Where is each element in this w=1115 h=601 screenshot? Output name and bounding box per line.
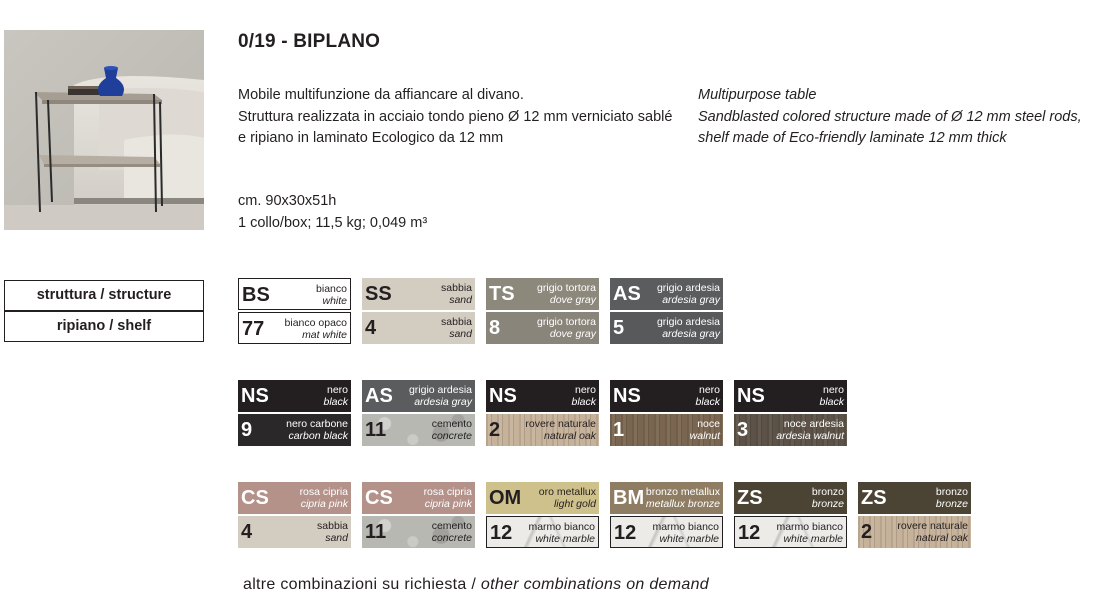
- swatch-code: 11: [365, 419, 387, 441]
- swatch-name: [657, 316, 720, 340]
- finish-swatch: [734, 380, 847, 446]
- swatch-name-en: natural oak: [544, 430, 596, 442]
- swatch-name: [812, 486, 844, 510]
- swatch-name: [525, 418, 596, 442]
- swatch-shelf: [486, 312, 599, 344]
- swatch-name: [537, 316, 596, 340]
- swatch-name: [936, 486, 968, 510]
- swatch-name-en: natural oak: [916, 532, 968, 544]
- swatch-code: ZS: [737, 487, 763, 509]
- swatch-name-en: metallux bronze: [645, 498, 720, 510]
- swatch-structure: [610, 482, 723, 514]
- swatch-name: [819, 384, 844, 408]
- swatch-name-en: carbon black: [288, 430, 348, 442]
- swatch-name-it: rovere naturale: [897, 520, 968, 532]
- swatch-shelf: [238, 516, 351, 548]
- finish-swatch: [486, 380, 599, 446]
- finish-swatch: [238, 380, 351, 446]
- swatch-code: NS: [241, 385, 269, 407]
- swatch-name-en: white marble: [783, 533, 843, 545]
- swatch-name-it: bronzo: [935, 486, 968, 498]
- description-it-line: Mobile multifunzione da affiancare al divano.: [238, 87, 524, 103]
- footer-separator: /: [466, 576, 481, 593]
- swatch-name-it: noce ardesia: [783, 418, 844, 430]
- swatch-code: OM: [489, 487, 522, 509]
- packaging-info: 1 collo/box; 11,5 kg; 0,049 m³: [238, 214, 428, 231]
- swatch-name: [897, 520, 968, 544]
- swatch-name: [652, 521, 719, 545]
- swatch-name-en: cipria pink: [424, 498, 472, 510]
- swatch-name-en: bronze: [935, 498, 968, 510]
- swatch-name: [657, 282, 720, 306]
- swatch-name-en: ardesia gray: [414, 396, 472, 408]
- swatch-name-en: concrete: [431, 430, 472, 442]
- swatch-code: 2: [489, 419, 501, 441]
- finish-swatch: [610, 482, 723, 548]
- swatch-shelf: [362, 516, 475, 548]
- finish-swatch: [238, 482, 351, 548]
- swatch-code: 4: [241, 521, 253, 543]
- swatch-shelf: [610, 414, 723, 446]
- finish-swatch: [362, 380, 475, 446]
- swatch-name-en: cipria pink: [300, 498, 348, 510]
- swatch-name-en: white marble: [659, 533, 719, 545]
- swatch-name-it: oro metallux: [538, 486, 596, 498]
- footer-note: [243, 576, 709, 594]
- swatch-name-en: ardesia walnut: [776, 430, 844, 442]
- description-it-line: e ripiano in laminato Ecologico da 12 mm: [238, 130, 504, 146]
- description-it-line: Struttura realizzata in acciaio tondo pieno Ø 12 mm verniciato sablé: [238, 108, 673, 125]
- swatch-name-it: nero: [574, 384, 596, 396]
- swatch-structure: [238, 482, 351, 514]
- swatch-code: CS: [365, 487, 393, 509]
- swatch-name: [537, 282, 596, 306]
- swatch-code: ZS: [861, 487, 887, 509]
- swatch-name-it: nero: [698, 384, 720, 396]
- swatch-name-en: concrete: [431, 532, 472, 544]
- swatch-code: BS: [242, 284, 270, 306]
- swatch-shelf: [362, 414, 475, 446]
- swatch-code: 8: [489, 317, 501, 339]
- product-photo: [4, 30, 204, 230]
- swatch-name-en: dove gray: [549, 294, 596, 306]
- swatch-structure: [238, 278, 351, 310]
- swatch-code: NS: [613, 385, 641, 407]
- swatch-name-en: black: [819, 396, 844, 408]
- swatch-name-it: nero carbone: [286, 418, 348, 430]
- product-specs: [238, 191, 427, 234]
- swatch-code: 3: [737, 419, 749, 441]
- swatch-name-it: rovere naturale: [525, 418, 596, 430]
- swatch-name: [776, 521, 843, 545]
- swatch-code: SS: [365, 283, 392, 305]
- swatch-code: 12: [738, 522, 761, 544]
- swatch-code: BM: [613, 487, 645, 509]
- swatch-name: [409, 384, 472, 408]
- swatch-name: [441, 316, 472, 340]
- swatch-code: 11: [365, 521, 387, 543]
- swatch-name: [695, 384, 720, 408]
- swatch-name: [317, 520, 348, 544]
- swatch-name-it: grigio tortora: [537, 282, 596, 294]
- swatch-name: [432, 520, 472, 544]
- swatch-name-en: dove gray: [549, 328, 596, 340]
- swatch-structure: [734, 482, 847, 514]
- finish-swatch: [238, 278, 351, 344]
- description-english: [698, 85, 1108, 150]
- swatch-shelf: [610, 516, 723, 548]
- swatch-name: [690, 418, 720, 442]
- finish-swatch: [362, 482, 475, 548]
- swatch-structure: [858, 482, 971, 514]
- swatch-name-it: grigio ardesia: [656, 282, 720, 294]
- swatch-name-it: rosa cipria: [423, 486, 472, 498]
- swatch-structure: [362, 482, 475, 514]
- swatch-code: TS: [489, 283, 515, 305]
- swatch-name-it: grigio ardesia: [408, 384, 472, 396]
- swatch-name-it: grigio ardesia: [656, 316, 720, 328]
- swatch-name-it: cemento: [431, 418, 472, 430]
- swatch-code: AS: [365, 385, 393, 407]
- swatch-code: CS: [241, 487, 269, 509]
- swatch-name-it: bronzo metallux: [645, 486, 720, 498]
- swatch-name-en: sand: [449, 294, 472, 306]
- swatch-name-en: sand: [449, 328, 472, 340]
- swatch-name: [323, 384, 348, 408]
- swatch-name: [424, 486, 472, 510]
- finish-swatch: [362, 278, 475, 344]
- swatch-code: 2: [861, 521, 873, 543]
- swatch-shelf: [610, 312, 723, 344]
- swatch-structure: [610, 278, 723, 310]
- swatch-structure: [486, 482, 599, 514]
- swatch-name-en: light gold: [553, 498, 596, 510]
- legend-shelf: ripiano / shelf: [4, 311, 204, 342]
- swatch-name-it: sabbia: [317, 520, 348, 532]
- swatch-name: [539, 486, 596, 510]
- swatch-name: [441, 282, 472, 306]
- swatch-structure: [362, 380, 475, 412]
- finish-swatch: [858, 482, 971, 548]
- swatch-name-it: sabbia: [441, 316, 472, 328]
- dimensions: cm. 90x30x51h: [238, 193, 337, 209]
- swatch-code: 4: [365, 317, 377, 339]
- swatch-name-it: bronzo: [811, 486, 844, 498]
- swatch-shelf: [734, 516, 847, 548]
- swatch-code: 1: [613, 419, 625, 441]
- swatch-name-en: bronze: [811, 498, 844, 510]
- finish-swatch: [610, 380, 723, 446]
- swatch-name-it: bianco: [316, 283, 347, 295]
- swatch-name-en: black: [695, 396, 720, 408]
- swatch-shelf: [858, 516, 971, 548]
- swatch-code: 12: [614, 522, 637, 544]
- swatch-code: 77: [242, 318, 265, 340]
- swatch-name: [285, 317, 347, 341]
- swatch-code: 9: [241, 419, 253, 441]
- swatch-name-en: sand: [325, 532, 348, 544]
- swatch-name-en: black: [323, 396, 348, 408]
- swatch-name-en: black: [571, 396, 596, 408]
- finish-swatch: [610, 278, 723, 344]
- description-en-line: shelf made of Eco-friendly laminate 12 mm thick: [698, 130, 1007, 146]
- swatch-structure: [362, 278, 475, 310]
- swatch-name-it: bianco opaco: [284, 317, 347, 329]
- swatch-structure: [734, 380, 847, 412]
- swatch-name: [776, 418, 844, 442]
- swatch-name: [646, 486, 720, 510]
- swatch-shelf: [486, 516, 599, 548]
- swatch-name-it: sabbia: [441, 282, 472, 294]
- swatch-name: [300, 486, 348, 510]
- swatch-name-it: noce: [697, 418, 720, 430]
- swatch-name-en: white: [322, 295, 347, 307]
- swatch-shelf: [238, 414, 351, 446]
- swatch-shelf: [734, 414, 847, 446]
- description-italian: [238, 85, 693, 150]
- product-title: 0/19 - BIPLANO: [238, 31, 381, 52]
- product-photo-drawing: [4, 30, 204, 230]
- swatch-name-en: ardesia gray: [662, 294, 720, 306]
- swatch-name-it: cemento: [431, 520, 472, 532]
- swatch-code: NS: [737, 385, 765, 407]
- finish-swatch: [734, 482, 847, 548]
- footer-italian: altre combinazioni su richiesta: [243, 576, 467, 593]
- swatch-name: [286, 418, 348, 442]
- description-en-line: Multipurpose table: [698, 87, 817, 103]
- swatch-name-en: ardesia gray: [662, 328, 720, 340]
- swatch-code: 5: [613, 317, 625, 339]
- swatch-structure: [238, 380, 351, 412]
- swatch-shelf: [238, 312, 351, 344]
- swatch-name-it: grigio tortora: [537, 316, 596, 328]
- swatch-name-en: walnut: [689, 430, 720, 442]
- swatch-shelf: [486, 414, 599, 446]
- swatch-name: [528, 521, 595, 545]
- swatch-code: 12: [490, 522, 513, 544]
- swatch-name-en: white marble: [535, 533, 595, 545]
- swatch-structure: [486, 278, 599, 310]
- finish-swatch: [486, 482, 599, 548]
- swatch-name-it: rosa cipria: [299, 486, 348, 498]
- swatch-name-it: nero: [326, 384, 348, 396]
- swatch-code: NS: [489, 385, 517, 407]
- swatch-name: [571, 384, 596, 408]
- swatch-name-it: marmo bianco: [528, 521, 595, 533]
- swatch-name-it: nero: [822, 384, 844, 396]
- legend-structure: struttura / structure: [4, 280, 204, 311]
- footer-english: other combinations on demand: [480, 576, 709, 593]
- swatch-name: [316, 283, 347, 307]
- swatch-code: AS: [613, 283, 641, 305]
- swatch-name-it: marmo bianco: [776, 521, 843, 533]
- swatch-name: [432, 418, 472, 442]
- swatch-structure: [486, 380, 599, 412]
- swatch-name-en: mat white: [302, 329, 347, 341]
- description-en-line: Sandblasted colored structure made of Ø 12 mm steel rods,: [698, 108, 1082, 125]
- finish-swatch: [486, 278, 599, 344]
- swatch-shelf: [362, 312, 475, 344]
- swatch-structure: [610, 380, 723, 412]
- swatch-name-it: marmo bianco: [652, 521, 719, 533]
